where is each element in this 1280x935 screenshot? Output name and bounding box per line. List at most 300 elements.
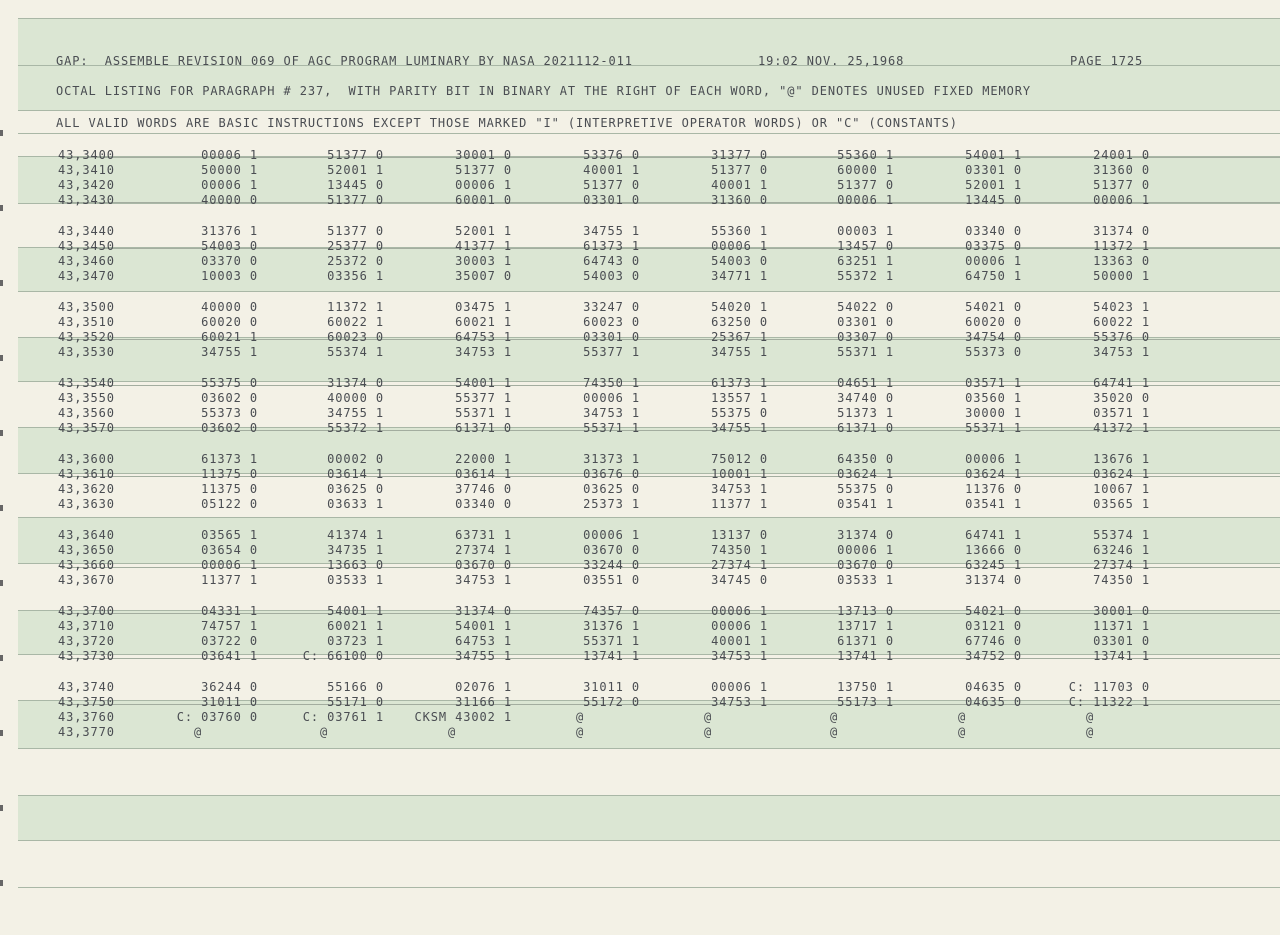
memory-word-cell: 60023 0: [327, 330, 384, 344]
memory-word-cell: 61373 1: [583, 239, 640, 253]
memory-word-cell: 03565 1: [1093, 497, 1150, 511]
address-cell: 43,3430: [58, 193, 115, 207]
listing-note: ALL VALID WORDS ARE BASIC INSTRUCTIONS EXCEPT THOSE MARKED "I" (INTERPRETIVE OPERATOR WORDS) OR "C" (CONSTANTS): [56, 116, 958, 130]
memory-word-cell: 03551 0: [583, 573, 640, 587]
memory-word-cell: 51377 0: [583, 178, 640, 192]
tractor-hole-mark: [0, 430, 3, 436]
memory-word-cell: 03641 1: [201, 649, 258, 663]
memory-word-cell: 40001 1: [583, 163, 640, 177]
memory-word-cell: 54022 0: [837, 300, 894, 314]
memory-word-cell: 30001 0: [1093, 604, 1150, 618]
memory-word-cell: 55377 1: [583, 345, 640, 359]
memory-word-cell: 52001 1: [327, 163, 384, 177]
memory-word-cell: 61373 1: [201, 452, 258, 466]
address-cell: 43,3500: [58, 300, 115, 314]
memory-word-cell: 00006 1: [1093, 193, 1150, 207]
memory-word-cell: 13137 0: [711, 528, 768, 542]
memory-word-cell: 55372 1: [837, 269, 894, 283]
memory-word-cell: 03624 1: [965, 467, 1022, 481]
memory-word-cell: 50000 1: [1093, 269, 1150, 283]
memory-word-cell: 34755 1: [327, 406, 384, 420]
memory-word-cell: 34753 1: [455, 573, 512, 587]
memory-word-cell: 03624 1: [1093, 467, 1150, 481]
memory-word-cell: 13750 1: [837, 680, 894, 694]
memory-word-cell: 34755 1: [455, 649, 512, 663]
memory-word-cell: 55375 0: [711, 406, 768, 420]
address-cell: 43,3520: [58, 330, 115, 344]
memory-word-cell: 31011 0: [201, 695, 258, 709]
memory-word-cell: 03475 1: [455, 300, 512, 314]
memory-word-cell: 64350 0: [837, 452, 894, 466]
memory-word-cell: 55166 0: [327, 680, 384, 694]
address-cell: 43,3750: [58, 695, 115, 709]
address-cell: 43,3700: [58, 604, 115, 618]
tractor-hole-mark: [0, 355, 3, 361]
memory-word-cell: C: 66100 0: [302, 649, 384, 663]
memory-word-cell: 60021 1: [455, 315, 512, 329]
memory-word-cell: 54003 0: [201, 239, 258, 253]
memory-word-cell: 63250 0: [711, 315, 768, 329]
unused-memory-cell: @: [703, 710, 713, 724]
memory-word-cell: 64741 1: [1093, 376, 1150, 390]
tractor-hole-mark: [0, 205, 3, 211]
address-cell: 43,3450: [58, 239, 115, 253]
memory-word-cell: 67746 0: [965, 634, 1022, 648]
address-cell: 43,3610: [58, 467, 115, 481]
memory-word-cell: 03624 1: [837, 467, 894, 481]
memory-word-cell: 74350 1: [583, 376, 640, 390]
memory-word-cell: 31373 1: [583, 452, 640, 466]
memory-word-cell: 00006 1: [583, 528, 640, 542]
memory-word-cell: 74350 1: [711, 543, 768, 557]
memory-word-cell: 31360 0: [1093, 163, 1150, 177]
unused-memory-cell: @: [319, 725, 329, 739]
listing-subtitle: OCTAL LISTING FOR PARAGRAPH # 237, WITH PARITY BIT IN BINARY AT THE RIGHT OF EACH WORD, "@" DENOTES UNUSED FIXED MEMORY: [56, 84, 1031, 98]
memory-word-cell: 64741 1: [965, 528, 1022, 542]
memory-word-cell: 31166 1: [455, 695, 512, 709]
memory-word-cell: 55373 0: [965, 345, 1022, 359]
address-cell: 43,3600: [58, 452, 115, 466]
memory-word-cell: 00006 1: [201, 148, 258, 162]
paper-rule: [18, 840, 1280, 841]
memory-word-cell: 35020 0: [1093, 391, 1150, 405]
memory-word-cell: 00006 1: [711, 239, 768, 253]
memory-word-cell: 04651 1: [837, 376, 894, 390]
memory-word-cell: 55172 0: [583, 695, 640, 709]
address-cell: 43,3710: [58, 619, 115, 633]
memory-word-cell: 34735 1: [327, 543, 384, 557]
memory-word-cell: 03301 0: [1093, 634, 1150, 648]
tractor-hole-mark: [0, 730, 3, 736]
memory-word-cell: 25377 0: [327, 239, 384, 253]
listing-title: GAP: ASSEMBLE REVISION 069 OF AGC PROGRAM LUMINARY BY NASA 2021112-011: [56, 54, 633, 68]
memory-word-cell: 03301 0: [837, 315, 894, 329]
unused-memory-cell: @: [1085, 725, 1095, 739]
memory-word-cell: 34753 1: [455, 345, 512, 359]
address-cell: 43,3440: [58, 224, 115, 238]
memory-word-cell: C: 03761 1: [302, 710, 384, 724]
unused-memory-cell: @: [575, 725, 585, 739]
memory-word-cell: 60001 0: [455, 193, 512, 207]
page-number: PAGE 1725: [1070, 54, 1144, 68]
memory-word-cell: 35007 0: [455, 269, 512, 283]
memory-word-cell: 41374 1: [327, 528, 384, 542]
memory-word-cell: 03676 0: [583, 467, 640, 481]
paper-rule: [18, 291, 1280, 292]
memory-word-cell: 74350 1: [1093, 573, 1150, 587]
memory-word-cell: 13663 0: [327, 558, 384, 572]
memory-word-cell: 00006 1: [965, 254, 1022, 268]
memory-word-cell: 11377 1: [201, 573, 258, 587]
paper-rule: [18, 795, 1280, 796]
unused-memory-cell: @: [957, 725, 967, 739]
memory-word-cell: 60022 1: [327, 315, 384, 329]
memory-word-cell: 54020 1: [711, 300, 768, 314]
memory-word-cell: 51377 0: [327, 193, 384, 207]
memory-word-cell: 03340 0: [965, 224, 1022, 238]
paper-rule: [18, 517, 1280, 518]
memory-word-cell: 34755 1: [201, 345, 258, 359]
memory-word-cell: 31374 0: [965, 573, 1022, 587]
memory-word-cell: 13741 1: [1093, 649, 1150, 663]
memory-word-cell: 27374 1: [455, 543, 512, 557]
memory-word-cell: 13713 0: [837, 604, 894, 618]
memory-word-cell: 64753 1: [455, 634, 512, 648]
memory-word-cell: 03533 1: [837, 573, 894, 587]
memory-word-cell: 60020 0: [201, 315, 258, 329]
memory-word-cell: 33247 0: [583, 300, 640, 314]
memory-word-cell: 11377 1: [711, 497, 768, 511]
paper-rule: [18, 887, 1280, 888]
memory-word-cell: 03565 1: [201, 528, 258, 542]
memory-word-cell: 13363 0: [1093, 254, 1150, 268]
address-cell: 43,3540: [58, 376, 115, 390]
unused-memory-cell: @: [829, 710, 839, 724]
memory-word-cell: 31376 1: [583, 619, 640, 633]
memory-word-cell: 25373 1: [583, 497, 640, 511]
memory-word-cell: 40000 0: [327, 391, 384, 405]
memory-word-cell: 40001 1: [711, 634, 768, 648]
memory-word-cell: 31374 0: [455, 604, 512, 618]
memory-word-cell: 11372 1: [1093, 239, 1150, 253]
memory-word-cell: 54001 1: [455, 376, 512, 390]
unused-memory-cell: @: [575, 710, 585, 724]
memory-word-cell: 74757 1: [201, 619, 258, 633]
memory-word-cell: 52001 1: [965, 178, 1022, 192]
memory-word-cell: 03301 0: [583, 330, 640, 344]
memory-word-cell: 11375 0: [201, 467, 258, 481]
memory-word-cell: 00003 1: [837, 224, 894, 238]
memory-word-cell: 03541 1: [837, 497, 894, 511]
memory-word-cell: 64743 0: [583, 254, 640, 268]
memory-word-cell: 00006 1: [711, 619, 768, 633]
memory-word-cell: 61371 0: [837, 634, 894, 648]
memory-word-cell: 31360 0: [711, 193, 768, 207]
paper-rule: [18, 133, 1280, 134]
memory-word-cell: 03571 1: [1093, 406, 1150, 420]
memory-word-cell: 63245 1: [965, 558, 1022, 572]
tractor-hole-mark: [0, 880, 3, 886]
memory-word-cell: 55374 1: [327, 345, 384, 359]
memory-word-cell: 13445 0: [965, 193, 1022, 207]
memory-word-cell: 34755 1: [583, 224, 640, 238]
memory-word-cell: 31374 0: [837, 528, 894, 542]
address-cell: 43,3400: [58, 148, 115, 162]
unused-memory-cell: @: [957, 710, 967, 724]
memory-word-cell: 00006 1: [965, 452, 1022, 466]
memory-word-cell: 61371 0: [455, 421, 512, 435]
memory-word-cell: 75012 0: [711, 452, 768, 466]
memory-word-cell: 60022 1: [1093, 315, 1150, 329]
memory-word-cell: 03625 0: [327, 482, 384, 496]
memory-word-cell: 33244 0: [583, 558, 640, 572]
memory-word-cell: 00006 1: [837, 543, 894, 557]
memory-word-cell: 13676 1: [1093, 452, 1150, 466]
memory-word-cell: 03633 1: [327, 497, 384, 511]
memory-word-cell: 54003 0: [711, 254, 768, 268]
memory-word-cell: 10001 1: [711, 467, 768, 481]
memory-word-cell: 24001 0: [1093, 148, 1150, 162]
memory-word-cell: 51377 0: [837, 178, 894, 192]
unused-memory-cell: @: [193, 725, 203, 739]
memory-word-cell: 63731 1: [455, 528, 512, 542]
memory-word-cell: 51377 0: [1093, 178, 1150, 192]
address-cell: 43,3740: [58, 680, 115, 694]
memory-word-cell: 00006 1: [455, 178, 512, 192]
memory-word-cell: 51377 0: [327, 148, 384, 162]
memory-word-cell: 53376 0: [583, 148, 640, 162]
memory-word-cell: 52001 1: [455, 224, 512, 238]
memory-word-cell: 60021 1: [201, 330, 258, 344]
address-cell: 43,3770: [58, 725, 115, 739]
memory-word-cell: C: 11703 0: [1068, 680, 1150, 694]
address-cell: 43,3620: [58, 482, 115, 496]
memory-word-cell: 55375 0: [837, 482, 894, 496]
memory-word-cell: 51377 0: [455, 163, 512, 177]
paper-rule: [18, 18, 1280, 19]
memory-word-cell: 04635 0: [965, 695, 1022, 709]
memory-word-cell: 55376 0: [1093, 330, 1150, 344]
address-cell: 43,3530: [58, 345, 115, 359]
memory-word-cell: 13717 1: [837, 619, 894, 633]
unused-memory-cell: @: [1085, 710, 1095, 724]
memory-word-cell: 30003 1: [455, 254, 512, 268]
memory-word-cell: 31376 1: [201, 224, 258, 238]
memory-word-cell: 51373 1: [837, 406, 894, 420]
memory-word-cell: 55371 1: [837, 345, 894, 359]
address-cell: 43,3650: [58, 543, 115, 557]
address-cell: 43,3510: [58, 315, 115, 329]
memory-word-cell: 04635 0: [965, 680, 1022, 694]
memory-word-cell: 25372 0: [327, 254, 384, 268]
address-cell: 43,3630: [58, 497, 115, 511]
memory-word-cell: 00006 1: [837, 193, 894, 207]
memory-word-cell: 54001 1: [327, 604, 384, 618]
memory-word-cell: 50000 1: [201, 163, 258, 177]
address-cell: 43,3460: [58, 254, 115, 268]
memory-word-cell: 03625 0: [583, 482, 640, 496]
memory-word-cell: 55360 1: [837, 148, 894, 162]
tractor-hole-mark: [0, 805, 3, 811]
memory-word-cell: 51377 0: [327, 224, 384, 238]
memory-word-cell: 55377 1: [455, 391, 512, 405]
memory-word-cell: 00006 1: [583, 391, 640, 405]
memory-word-cell: 40000 0: [201, 193, 258, 207]
memory-word-cell: 55375 0: [201, 376, 258, 390]
memory-word-cell: 34753 1: [711, 649, 768, 663]
address-cell: 43,3470: [58, 269, 115, 283]
memory-word-cell: 55171 0: [327, 695, 384, 709]
address-cell: 43,3550: [58, 391, 115, 405]
memory-word-cell: 34754 0: [965, 330, 1022, 344]
memory-word-cell: 03533 1: [327, 573, 384, 587]
memory-word-cell: 04331 1: [201, 604, 258, 618]
memory-word-cell: 34740 0: [837, 391, 894, 405]
memory-word-cell: 03340 0: [455, 497, 512, 511]
memory-word-cell: 74357 0: [583, 604, 640, 618]
memory-word-cell: 03670 0: [837, 558, 894, 572]
tractor-hole-mark: [0, 505, 3, 511]
address-cell: 43,3660: [58, 558, 115, 572]
memory-word-cell: 41377 1: [455, 239, 512, 253]
memory-word-cell: 31374 0: [1093, 224, 1150, 238]
address-cell: 43,3420: [58, 178, 115, 192]
memory-word-cell: 34745 0: [711, 573, 768, 587]
memory-word-cell: 27374 1: [1093, 558, 1150, 572]
memory-word-cell: 34753 1: [711, 482, 768, 496]
memory-word-cell: 54003 0: [583, 269, 640, 283]
memory-word-cell: 64753 1: [455, 330, 512, 344]
memory-word-cell: 54021 0: [965, 604, 1022, 618]
memory-word-cell: 30000 1: [965, 406, 1022, 420]
memory-word-cell: 40001 1: [711, 178, 768, 192]
memory-word-cell: 63251 1: [837, 254, 894, 268]
memory-word-cell: 00006 1: [711, 680, 768, 694]
memory-word-cell: 34771 1: [711, 269, 768, 283]
address-cell: 43,3410: [58, 163, 115, 177]
memory-word-cell: C: 03760 0: [176, 710, 258, 724]
memory-word-cell: 11372 1: [327, 300, 384, 314]
memory-word-cell: 13741 1: [837, 649, 894, 663]
memory-word-cell: 10067 1: [1093, 482, 1150, 496]
memory-word-cell: 60023 0: [583, 315, 640, 329]
memory-word-cell: 05122 0: [201, 497, 258, 511]
memory-word-cell: 55373 0: [201, 406, 258, 420]
address-cell: 43,3720: [58, 634, 115, 648]
memory-word-cell: 55173 1: [837, 695, 894, 709]
memory-word-cell: 34755 1: [711, 345, 768, 359]
memory-word-cell: 13741 1: [583, 649, 640, 663]
memory-word-cell: 60021 1: [327, 619, 384, 633]
memory-word-cell: 27374 1: [711, 558, 768, 572]
memory-word-cell: 55360 1: [711, 224, 768, 238]
memory-word-cell: 55372 1: [327, 421, 384, 435]
address-cell: 43,3570: [58, 421, 115, 435]
memory-word-cell: 13445 0: [327, 178, 384, 192]
memory-word-cell: 55371 1: [583, 421, 640, 435]
paper-rule: [18, 110, 1280, 111]
memory-word-cell: 55374 1: [1093, 528, 1150, 542]
memory-word-cell: 00002 0: [327, 452, 384, 466]
memory-word-cell: 37746 0: [455, 482, 512, 496]
memory-word-cell: 03670 0: [455, 558, 512, 572]
memory-word-cell: 34755 1: [711, 421, 768, 435]
memory-word-cell: 54001 1: [965, 148, 1022, 162]
memory-word-cell: 03301 0: [583, 193, 640, 207]
memory-word-cell: 03307 0: [837, 330, 894, 344]
memory-word-cell: 55371 1: [455, 406, 512, 420]
tractor-hole-mark: [0, 655, 3, 661]
memory-word-cell: 03722 0: [201, 634, 258, 648]
memory-word-cell: 11375 0: [201, 482, 258, 496]
memory-word-cell: 00006 1: [201, 558, 258, 572]
memory-word-cell: 13666 0: [965, 543, 1022, 557]
memory-word-cell: 10003 0: [201, 269, 258, 283]
memory-word-cell: 03602 0: [201, 421, 258, 435]
memory-word-cell: 55371 1: [583, 634, 640, 648]
address-cell: 43,3640: [58, 528, 115, 542]
memory-word-cell: 31011 0: [583, 680, 640, 694]
memory-word-cell: 03541 1: [965, 497, 1022, 511]
address-cell: 43,3670: [58, 573, 115, 587]
memory-word-cell: 03723 1: [327, 634, 384, 648]
memory-word-cell: 00006 1: [711, 604, 768, 618]
memory-word-cell: 00006 1: [201, 178, 258, 192]
memory-word-cell: 34752 0: [965, 649, 1022, 663]
memory-word-cell: 34753 1: [583, 406, 640, 420]
memory-word-cell: 22000 1: [455, 452, 512, 466]
memory-word-cell: 60020 0: [965, 315, 1022, 329]
memory-word-cell: 03614 1: [455, 467, 512, 481]
memory-word-cell: 02076 1: [455, 680, 512, 694]
memory-word-cell: 03602 0: [201, 391, 258, 405]
memory-word-cell: 61373 1: [711, 376, 768, 390]
memory-word-cell: 36244 0: [201, 680, 258, 694]
memory-word-cell: 54001 1: [455, 619, 512, 633]
memory-word-cell: 03301 0: [965, 163, 1022, 177]
memory-word-cell: 03614 1: [327, 467, 384, 481]
memory-word-cell: 03670 0: [583, 543, 640, 557]
memory-word-cell: 54023 1: [1093, 300, 1150, 314]
memory-word-cell: 25367 1: [711, 330, 768, 344]
memory-word-cell: 11376 0: [965, 482, 1022, 496]
memory-word-cell: 34753 1: [711, 695, 768, 709]
unused-memory-cell: @: [703, 725, 713, 739]
memory-word-cell: 31377 0: [711, 148, 768, 162]
unused-memory-cell: @: [829, 725, 839, 739]
memory-word-cell: 03375 0: [965, 239, 1022, 253]
tractor-hole-mark: [0, 580, 3, 586]
address-cell: 43,3760: [58, 710, 115, 724]
memory-word-cell: 03560 1: [965, 391, 1022, 405]
listing-timestamp: 19:02 NOV. 25,1968: [758, 54, 905, 68]
memory-word-cell: 13457 0: [837, 239, 894, 253]
tractor-hole-mark: [0, 130, 3, 136]
memory-word-cell: 54021 0: [965, 300, 1022, 314]
memory-word-cell: 40000 0: [201, 300, 258, 314]
memory-word-cell: 41372 1: [1093, 421, 1150, 435]
memory-word-cell: 61371 0: [837, 421, 894, 435]
memory-word-cell: 30001 0: [455, 148, 512, 162]
address-cell: 43,3730: [58, 649, 115, 663]
unused-memory-cell: @: [447, 725, 457, 739]
memory-word-cell: C: 11322 1: [1068, 695, 1150, 709]
tractor-hole-mark: [0, 280, 3, 286]
memory-word-cell: 55371 1: [965, 421, 1022, 435]
memory-word-cell: 03121 0: [965, 619, 1022, 633]
address-cell: 43,3560: [58, 406, 115, 420]
memory-word-cell: 11371 1: [1093, 619, 1150, 633]
